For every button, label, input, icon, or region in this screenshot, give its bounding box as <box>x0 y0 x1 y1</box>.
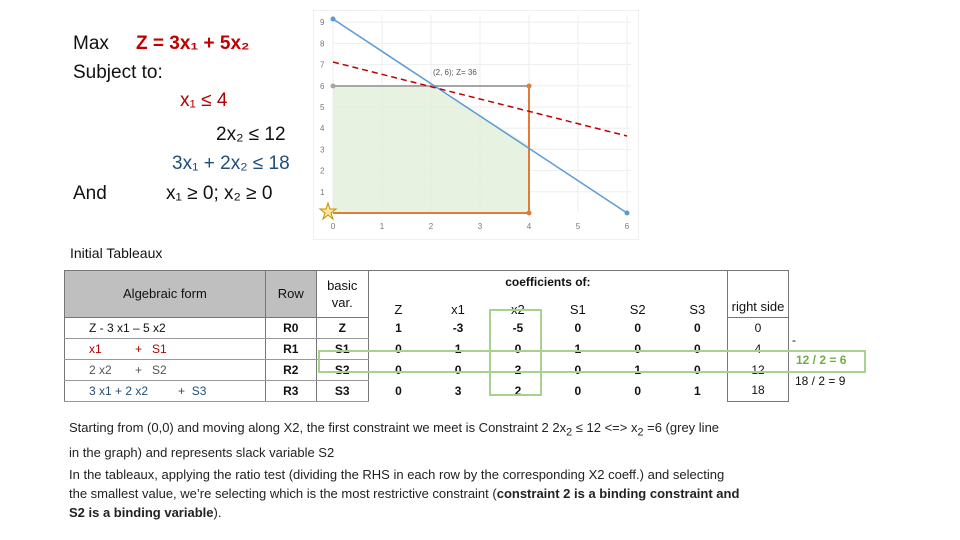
row-label-cell: R3 <box>265 380 316 401</box>
coefficient-cell: 0 <box>574 320 582 335</box>
ratio-r2: 12 / 2 = 6 <box>796 353 847 367</box>
constraint-2: 2x₂ ≤ 12 <box>216 124 286 145</box>
coefficient-cell: 0 <box>693 341 701 356</box>
col-header-x2: x2 <box>511 302 525 317</box>
constraint-2-endpoint <box>331 84 336 89</box>
coefficient-cell: 0 <box>693 320 701 335</box>
basic-var-cell: Z <box>316 317 368 338</box>
x-tick-label: 3 <box>477 222 483 231</box>
tableaux-title: Initial Tableaux <box>70 245 163 261</box>
p1-sub-2: 2 <box>637 426 644 439</box>
y-tick-label: 9 <box>320 18 325 28</box>
y-tick-label: 7 <box>320 60 325 70</box>
max-label: Max <box>73 33 109 54</box>
p1-text-b: ≤ 12 <=> x <box>572 420 638 435</box>
feasible-region-graph <box>313 10 639 240</box>
objective-function: Z = 3x₁ + 5x₂ <box>136 33 250 54</box>
coefficient-cell: 1 <box>395 320 402 335</box>
basic-var-header-line1: basic <box>327 277 358 293</box>
coefficient-cell: 2 <box>514 383 522 398</box>
rhs-cell: 4 <box>728 338 789 359</box>
table-row <box>65 317 789 338</box>
algebraic-form-cell: x1 + S1 <box>65 338 266 359</box>
x-tick-label: 5 <box>575 222 581 231</box>
p2-text-b: the smallest value, we’re selecting which is the most restrictive constraint ( <box>69 486 497 501</box>
x-tick-label: 0 <box>330 222 336 231</box>
pivot-row-highlight <box>318 350 866 373</box>
row-label-cell: R2 <box>265 359 316 380</box>
corner-point-4-0 <box>527 211 532 216</box>
coefficient-cell: -3 <box>452 320 464 335</box>
coefficient-cell: 0 <box>395 362 402 377</box>
algebraic-form-header: Algebraic form <box>65 271 266 318</box>
ratio-r1: - <box>792 333 796 347</box>
col-header-s1: S1 <box>569 302 586 317</box>
basic-var-cell: S2 <box>316 359 368 380</box>
col-header-s2: S2 <box>629 302 646 317</box>
algebraic-form-cell: 2 x2 + S2 <box>65 359 266 380</box>
coefficient-cell: 0 <box>693 362 701 377</box>
coefficient-cell: 0 <box>574 362 582 377</box>
initial-tableaux <box>64 270 789 402</box>
subject-to-label: Subject to: <box>73 62 163 83</box>
basic-var-cell: S3 <box>316 380 368 401</box>
rhs-cell: 0 <box>728 317 789 338</box>
p2-text-a: In the tableaux, applying the ratio test (dividing the RHS in each row by the corresponding X2 coeff.) and selecting <box>69 467 725 482</box>
coefficient-cell: 1 <box>693 383 701 398</box>
basic-var-header <box>316 271 368 318</box>
rhs-cell: 18 <box>728 380 789 401</box>
y-tick-label: 6 <box>320 81 325 91</box>
coefficient-cell: 1 <box>454 341 462 356</box>
ratio-r3: 18 / 2 = 9 <box>795 374 846 388</box>
basic-var-header-line2: var. <box>331 294 353 310</box>
p2-text-c: ). <box>213 505 222 520</box>
right-side-header: right side <box>728 271 789 318</box>
p2-bold-b: S2 is a binding variable <box>69 505 214 520</box>
coefficient-cell: 0 <box>454 362 462 377</box>
col-header-x1: x1 <box>451 302 465 317</box>
y-tick-label: 5 <box>320 103 325 112</box>
coefficient-cell: 0 <box>574 383 582 398</box>
p1-text-d: in the graph) and represents slack variable S2 <box>69 444 335 460</box>
basic-var-cell: S1 <box>316 338 368 359</box>
p1-sub-1: 2 <box>566 426 573 439</box>
row-header: Row <box>265 271 316 318</box>
x-tick-label: 1 <box>379 222 385 231</box>
p1-text-c: =6 (grey line <box>643 420 720 435</box>
coefficient-cell: 0 <box>634 320 642 335</box>
p1-text-a: Starting from (0,0) and moving along X2, the first constraint we meet is Constraint 2 2x <box>69 420 567 435</box>
table-row <box>65 380 789 401</box>
coefficient-cell: 2 <box>514 362 522 377</box>
p2-bold-a: constraint 2 is a binding constraint and <box>496 486 740 501</box>
y-tick-label: 2 <box>320 166 325 176</box>
constraint-3-endpoint-top <box>331 17 336 22</box>
explanation-paragraph-1 <box>69 418 719 462</box>
coefficient-cell: 0 <box>395 341 402 356</box>
coefficient-cell: 1 <box>574 341 582 356</box>
coefficient-cell: 1 <box>634 362 642 377</box>
coefficient-cell: 3 <box>454 383 462 398</box>
col-header-s3: S3 <box>689 302 706 317</box>
coefficient-cell: -5 <box>512 320 524 335</box>
constraint-1-endpoint <box>527 84 532 89</box>
y-tick-label: 3 <box>320 145 325 155</box>
y-tick-label: 4 <box>320 124 325 134</box>
row-label-cell: R0 <box>265 317 316 338</box>
x-tick-label: 4 <box>526 222 532 231</box>
x-tick-label: 6 <box>624 222 630 231</box>
coefficient-cell: 0 <box>634 341 642 356</box>
y-tick-label: 1 <box>320 187 325 197</box>
coefficient-cell: 0 <box>634 383 642 398</box>
and-label: And <box>73 183 107 204</box>
col-header-z: Z <box>394 302 403 317</box>
rhs-cell: 12 <box>728 359 789 380</box>
coefficients-header: coefficients of: <box>368 271 727 294</box>
optimum-annotation: (2, 6); Z= 36 <box>433 68 477 77</box>
coefficient-cell: 0 <box>514 341 522 356</box>
x-tick-label: 2 <box>428 222 434 231</box>
constraint-3: 3x₁ + 2x₂ ≤ 18 <box>172 153 290 174</box>
row-label-cell: R1 <box>265 338 316 359</box>
constraint-1: x₁ ≤ 4 <box>180 90 228 111</box>
algebraic-form-cell: Z - 3 x1 – 5 x2 <box>65 317 266 338</box>
coefficient-cell: 0 <box>395 383 402 398</box>
constraint-3-endpoint-bottom <box>625 211 630 216</box>
explanation-paragraph-2 <box>69 465 739 522</box>
y-tick-label: 8 <box>320 39 325 49</box>
nonnegativity-constraints: x₁ ≥ 0; x₂ ≥ 0 <box>166 183 273 204</box>
algebraic-form-cell: 3 x1 + 2 x2 + S3 <box>65 380 266 401</box>
y-axis-ticks <box>320 18 325 197</box>
